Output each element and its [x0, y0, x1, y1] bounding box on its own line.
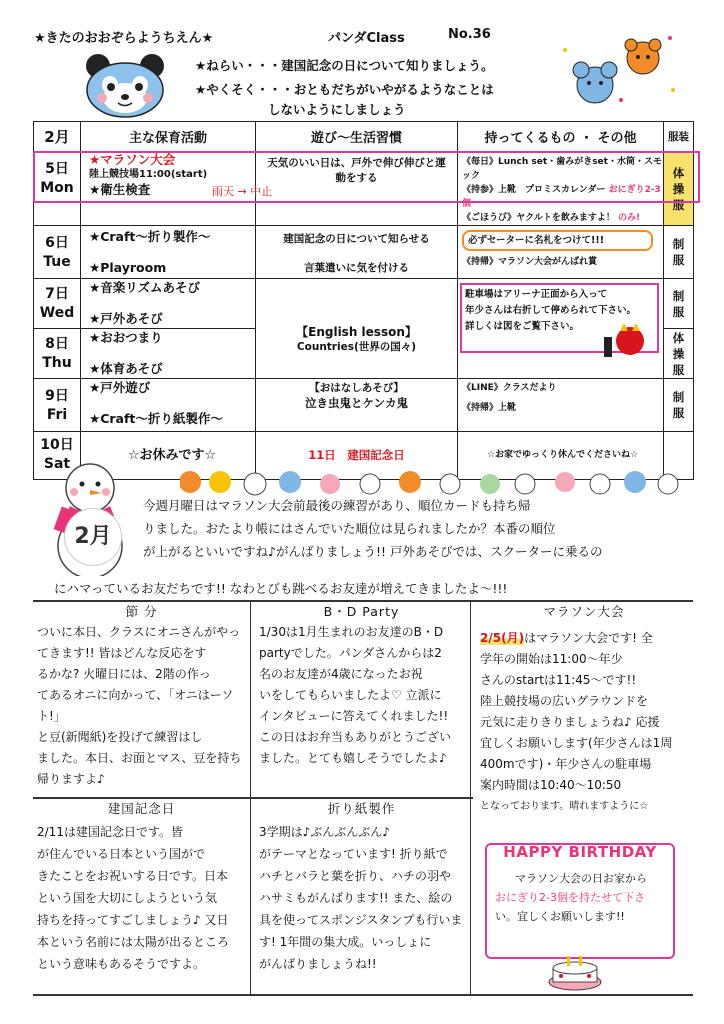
- panel-line: 案内時間は10:40～10:50: [480, 778, 622, 792]
- panel-line: ハサミもがんばります!! また、絵の: [259, 891, 453, 905]
- row-bring-1: 《毎日》Lunch set・歯みがきset・水筒・スモック: [462, 157, 662, 181]
- row-habit: 11日 建国記念日: [308, 448, 405, 462]
- panel-line: がテーマとなっています! 折り紙で: [259, 847, 448, 861]
- row-activity: ★マラソン大会: [89, 152, 176, 167]
- panel-title: 折り紙製作: [327, 801, 396, 816]
- row-habit-2: 泣き虫鬼とケンカ鬼: [305, 396, 408, 410]
- row-habit: 【おはなしあそび】: [309, 382, 404, 394]
- panel-line: 宜しくお願いします(年少さんは1周: [480, 736, 673, 750]
- row-bring-2: 《持帰》上靴: [462, 403, 517, 413]
- panel-line: 陸上競技場の広いグラウンドを: [480, 694, 649, 708]
- row-bring-hand-3: 詳しくは図をご覧下さい。: [465, 321, 580, 332]
- row-activity: ★戸外遊び: [89, 380, 151, 395]
- row-habit-2: 言葉遣いに気を付ける: [304, 262, 409, 274]
- panel-line: ついに本日、クラスにオニさんがやっ: [37, 625, 241, 639]
- panel-line: るかな? 火曜日には、2階の作っ: [37, 667, 211, 681]
- month-header: 2月: [34, 122, 81, 152]
- habit-header: 遊び～生活習慣: [256, 122, 458, 152]
- row-weekday: Thu: [42, 355, 72, 371]
- row-bring-2-hand: おにぎり2-3個: [462, 185, 661, 209]
- panel-line: 学年の開始は11:00～年少: [480, 652, 623, 666]
- origami-panel: [253, 799, 471, 994]
- panel-line: ました。とても嬉しそうでしたよ♪: [259, 751, 447, 765]
- panel-line: 3学期は♪ぶんぶんぶん♪: [259, 825, 390, 839]
- row-activity: ★音楽リズムあそび: [89, 280, 200, 295]
- birthday-cake-icon: [545, 952, 605, 992]
- row-date: 10日: [40, 437, 74, 453]
- row-habit: 【English lesson】: [296, 324, 417, 339]
- panel-line: 1/30は1月生まれのお友達のB・D: [259, 625, 444, 639]
- row-uniform: 制服: [672, 390, 685, 420]
- panel-line: いをしてもらいましたよ♡ 立派に: [259, 688, 442, 702]
- row-activity-sub: 陸上競技場11:00(start): [89, 169, 208, 180]
- kenkoku-panel: [33, 799, 251, 994]
- panel-line: す! 1年間の集大成。いっしょに: [259, 935, 432, 949]
- row-date: 9日: [45, 388, 69, 404]
- panel-line: 持ちを持ってすごしましょう♪ 又日: [37, 913, 229, 927]
- issue-number: No.36: [448, 27, 491, 42]
- panel-line: 2/11は建国記念日です。皆: [37, 825, 183, 839]
- panel-line: 名のお友達が4歳になったお祝: [259, 667, 423, 681]
- row-weekday: Mon: [40, 180, 74, 196]
- panel-line: 元気に走りきりましょうね♪ 応援: [480, 715, 660, 729]
- row-date: 5日: [45, 161, 69, 177]
- row-uniform: 制服: [672, 288, 685, 319]
- row-weekday: Sat: [43, 456, 71, 472]
- row-bring-hand: 必ずセーターに名札をつけて!!!: [462, 230, 653, 251]
- row-weekday: Fri: [46, 407, 68, 423]
- intro-line-1: 今週月曜日はマラソン大会前最後の練習があり、順位カードも持ち帰: [143, 498, 531, 513]
- panel-line: 帰りますよ♪: [37, 772, 105, 786]
- panel-line: この日はお弁当もありがとうござい: [259, 730, 452, 744]
- row-habit: 天気のいい日は、戸外で伸び伸びと運動をする: [267, 157, 446, 184]
- row-activity: ☆お休みです☆: [127, 448, 217, 463]
- table-row: [34, 226, 694, 279]
- panel-line: 本という名前には太陽が出るところ: [37, 935, 230, 949]
- row-activity: ★Craft～折り製作～: [89, 229, 211, 244]
- panel-title: B・D Party: [323, 604, 400, 619]
- panel-line: が住んでいる日本という国がで: [37, 847, 206, 861]
- row-weekday: Wed: [39, 305, 75, 321]
- row-uniform: 制服: [672, 237, 685, 267]
- birthday-msg-1: マラソン大会の日お家から: [515, 872, 647, 885]
- table-row: [34, 152, 694, 226]
- row-uniform: 体操服: [672, 330, 685, 377]
- row-bring-3: 《ごほうび》ヤクルトを飲みますよ！: [462, 213, 615, 223]
- row-activity-2: ★戸外あそび: [89, 311, 163, 326]
- birthday-msg-3: い。宜しくお願いします!!: [495, 910, 625, 923]
- row-uniform: 体操服: [672, 165, 685, 212]
- panel-line: 具を使ってスポンジスタンプも行いま: [259, 913, 463, 927]
- panel-line: 400mです)・年少さんの駐車場: [480, 757, 652, 771]
- row-bring-hand-2: 年少さんは右折して停められて下さい。: [465, 305, 637, 316]
- row-habit-2: Countries(世界の国々): [296, 340, 417, 353]
- row-bring-3-hand: のみ!: [617, 213, 641, 223]
- table-row: [34, 379, 694, 432]
- panel-line: はマラソン大会です! 全: [524, 631, 653, 645]
- panel-line: となっております。晴れますように☆: [480, 801, 649, 812]
- panel-line: という国を大切にしようという気: [37, 891, 218, 905]
- row-date: 7日: [45, 286, 69, 302]
- panel-line: と豆(新聞紙)を投げて練習はし: [37, 730, 203, 744]
- intro-line-2: りました。おたより帳にはさんでいた順位は見られましたか？本番の順位: [143, 521, 556, 536]
- intro-line-3: が上がるといいですね♪がんばりましょう!! 戸外あそびでは、スクーターに乗るの: [143, 544, 603, 559]
- row-activity-2: ★Playroom: [89, 260, 167, 275]
- row-weekday: Tue: [43, 254, 71, 270]
- panel-line: ハチとバラと葉を折り、ハチの羽や: [259, 869, 452, 883]
- row-activity-2: ★体育あそび: [89, 361, 163, 376]
- marathon-panel: [474, 602, 694, 842]
- bring-header: 持ってくるもの ・ その他: [458, 122, 664, 152]
- panel-line: partyでした。パンダさんからは2: [259, 646, 442, 660]
- birthday-message-box: [485, 843, 675, 959]
- uniform-header: 服装: [664, 122, 694, 152]
- intro-line-4: にハマっているお友だちです!! なわとびも跳べるお友達が増えてきましたよ～!!!: [54, 581, 508, 596]
- row-bring-1: 《LINE》クラスだより: [462, 383, 557, 393]
- row-bring-2: 《持参》上靴 プロミスカレンダー: [462, 185, 606, 195]
- animal-friends-illustration: [555, 30, 685, 112]
- panel-line: てあるオニに向かって、「オニはーソト!」: [37, 688, 234, 723]
- oni-demon-icon: [598, 323, 658, 357]
- row-activity-2: ★衛生検査: [89, 182, 151, 197]
- class-name: パンダClass: [328, 31, 405, 46]
- row-bring-2: 《持帰》マラソン大会がんばれ賞: [462, 257, 598, 267]
- row-date: 6日: [45, 235, 69, 251]
- activity-header: 主な保育活動: [81, 122, 256, 152]
- promise-text-2: しないようにしましょう: [268, 102, 406, 117]
- panel-title: 節 分: [125, 604, 158, 619]
- panel-line: がんばりましょうね!!: [259, 957, 377, 971]
- panda-face-icon: [80, 52, 170, 118]
- panel-line: インタビューに答えてくれました!!: [259, 709, 449, 723]
- rain-cancel-note: 雨天 → 中止: [212, 185, 273, 198]
- panel-title: マラソン大会: [543, 604, 625, 619]
- birthday-msg-2: おにぎり2-3個を持たせて下さ: [495, 891, 645, 904]
- birthday-banner: HAPPY BIRTHDAY: [503, 843, 657, 861]
- bd-party-panel: [253, 602, 471, 797]
- promise-text-1: ★やくそく・・・おともだちがいやがるようなことは: [195, 82, 494, 97]
- panel-line: てきます!! 皆はどんな反応をす: [37, 646, 207, 660]
- school-name: ★きたのおおぞらようちえん★: [34, 31, 214, 46]
- weekly-schedule-table: [33, 121, 694, 480]
- table-row: [34, 279, 694, 329]
- row-activity-2: ★Craft～折り紙製作～: [89, 411, 223, 426]
- row-habit: 建国記念の日について知らせる: [283, 233, 430, 245]
- row-bring-hand-1: 駐車場はアリーナ正面から入って: [465, 289, 608, 300]
- panel-line: きたことをお祝いする日です。日本: [37, 869, 229, 883]
- panel-line: という意味もあるそうですよ。: [37, 957, 206, 971]
- row-date: 8日: [45, 336, 69, 352]
- animals-row-illustration: [180, 462, 680, 496]
- panel-line: ました。本日、お面とマス、豆を持ち: [37, 751, 242, 765]
- row-activity: ★おおつまり: [89, 330, 163, 345]
- panel-title: 建国記念日: [107, 801, 176, 816]
- setsubun-panel: [33, 602, 251, 797]
- month-badge: 2月: [64, 508, 122, 566]
- marathon-date: 2/5(月): [480, 631, 525, 645]
- row-bring-1: ☆お家でゆっくり休んでくださいね☆: [486, 450, 639, 460]
- panel-line: さんのstartは11:45～です!!: [480, 673, 637, 687]
- aim-text: ★ねらい・・・建国記念の日について知りましょう。: [195, 58, 494, 73]
